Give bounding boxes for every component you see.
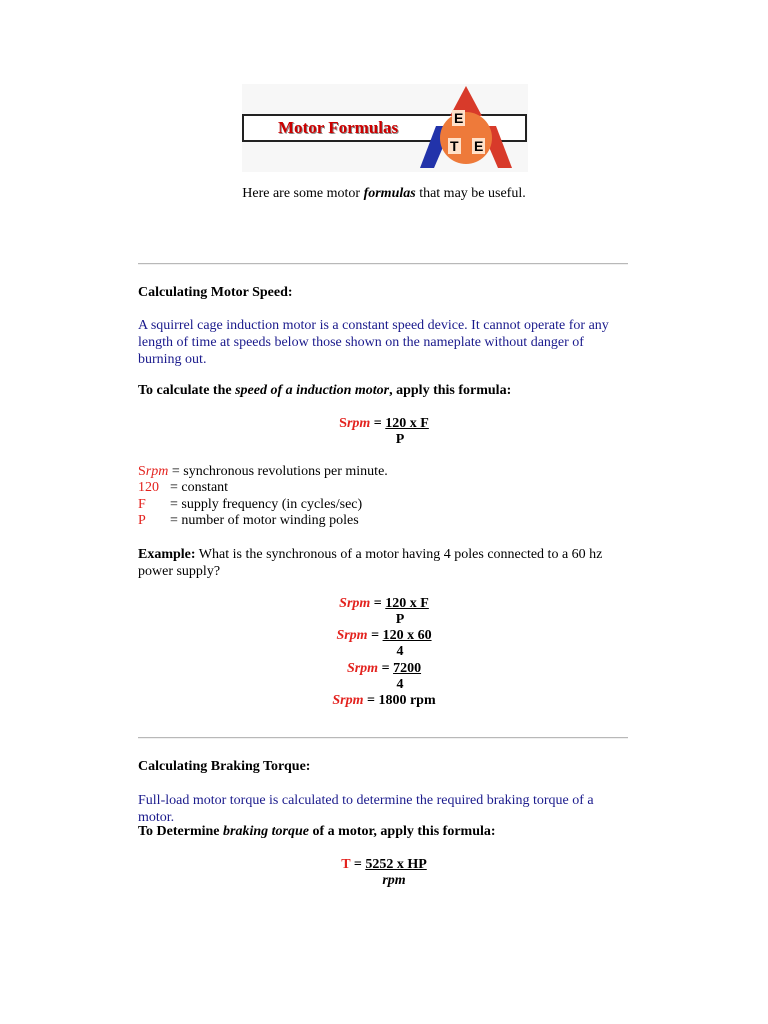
definition-120: [138, 480, 228, 496]
example-step-3: Srpm = 7200 4: [0, 661, 768, 693]
definition-symbol: 120: [138, 480, 159, 495]
speed-description: A squirrel cage induction motor is a constant speed device. It cannot operate for any length of time at speeds below those shown on the nameplate without danger of burning out.: [138, 318, 609, 367]
formula-lhs-rpm: rpm: [346, 416, 371, 431]
divider: [138, 737, 628, 739]
speed-instruction: [138, 383, 511, 399]
logo-letter-e-bottom: E: [474, 138, 484, 154]
torque-numerator: 5252 x HP: [365, 857, 427, 872]
torque-instruction-after: of a motor, apply this formula:: [309, 824, 496, 839]
step-numerator: 120 x 60: [382, 628, 432, 643]
logo-letter-e-top: E: [454, 110, 464, 126]
definition-symbol-rpm: rpm: [145, 464, 169, 479]
definition-text: = constant: [170, 480, 229, 495]
intro-text: [0, 186, 768, 202]
definition-text: = supply frequency (in cycles/sec): [170, 497, 363, 512]
speed-instruction-emphasis: speed of a induction motor: [235, 383, 390, 398]
example-step-2: Srpm = 120 x 60 4: [0, 628, 768, 660]
intro-before: Here are some motor: [242, 186, 364, 201]
torque-instruction-emphasis: braking torque: [223, 824, 309, 839]
result-value: 1800 rpm: [378, 693, 436, 708]
formula-numerator: 120 x F: [385, 416, 429, 431]
step-numerator: 120 x F: [385, 596, 429, 611]
logo-letter-t: T: [450, 138, 459, 154]
definition-text: = number of motor winding poles: [170, 513, 359, 528]
definition-srpm: [138, 464, 388, 480]
torque-denominator: rpm: [382, 873, 406, 888]
ete-logo-icon: [416, 86, 516, 172]
torque-heading: Calculating Braking Torque:: [138, 759, 311, 774]
torque-eq: =: [350, 857, 366, 872]
divider: [138, 263, 628, 265]
speed-instruction-after: , apply this formula:: [389, 383, 512, 398]
speed-formula: [0, 416, 768, 448]
example-result: Srpm = 1800 rpm: [332, 693, 436, 708]
speed-instruction-before: To calculate the: [138, 383, 236, 398]
torque-instruction-before: To Determine: [138, 824, 224, 839]
definition-p: [138, 513, 359, 529]
speed-heading: Calculating Motor Speed:: [138, 285, 293, 300]
formula-denominator: P: [395, 432, 405, 447]
step-denominator: 4: [396, 677, 404, 692]
example-step-1: Srpm = 120 x F P: [0, 596, 768, 628]
torque-description: Full-load motor torque is calculated to determine the required braking torque of a motor.: [138, 793, 594, 825]
logo-title: Motor Formulas: [278, 118, 399, 137]
torque-formula: [0, 857, 768, 889]
intro-emphasis: formulas: [363, 186, 416, 201]
torque-lhs: T: [341, 857, 351, 872]
torque-instruction: [138, 824, 496, 840]
formula-lhs-s: S: [339, 416, 347, 431]
definition-symbol: P: [138, 513, 146, 528]
definition-symbol: F: [138, 497, 146, 512]
definition-text: = synchronous revolutions per minute.: [168, 464, 388, 479]
definition-f: [138, 497, 362, 513]
example: [138, 546, 628, 580]
step-denominator: P: [395, 612, 405, 627]
logo: [242, 84, 528, 172]
formula-eq: =: [370, 416, 386, 431]
example-label: Example:: [138, 547, 196, 562]
example-text: What is the synchronous of a motor having 4 poles connected to a 60 hz power supply?: [138, 547, 603, 579]
step-denominator: 4: [396, 644, 404, 659]
step-numerator: 7200: [393, 661, 422, 676]
definition-symbol: S: [138, 464, 146, 479]
intro-after: that may be useful.: [415, 186, 526, 201]
